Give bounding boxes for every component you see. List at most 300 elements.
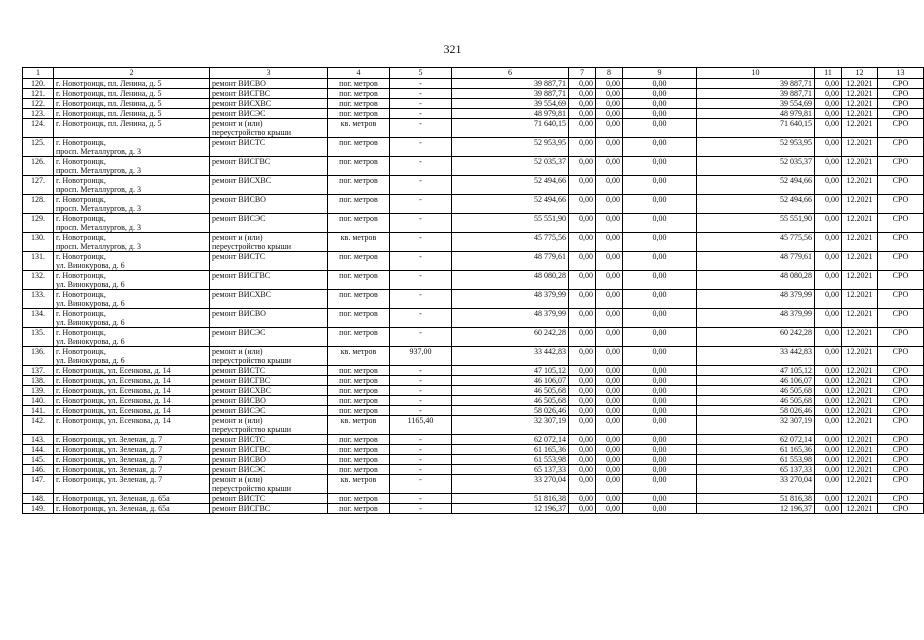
cost-col8-cell: 0,00 xyxy=(596,176,623,195)
cost-col11-cell: 0,00 xyxy=(815,475,842,494)
method-cell: СРО xyxy=(878,195,924,214)
table-row xyxy=(23,347,924,366)
cost-col9-cell: 0,00 xyxy=(623,376,697,386)
cost-col10-cell: 48 979,81 xyxy=(697,109,815,119)
cost-col8-cell: 0,00 xyxy=(596,347,623,366)
cost-col10-cell: 65 137,33 xyxy=(697,465,815,475)
work-type-cell xyxy=(210,119,328,138)
work-type-cell-line: ремонт ВИСГВС xyxy=(212,157,271,166)
row-number: 124. xyxy=(23,119,54,138)
cost-col8-cell: 0,00 xyxy=(596,494,623,504)
row-number: 145. xyxy=(23,455,54,465)
method-cell: СРО xyxy=(878,406,924,416)
deadline-cell: 12.2021 xyxy=(842,290,878,309)
cost-col11-cell: 0,00 xyxy=(815,309,842,328)
quantity-cell: - xyxy=(390,99,452,109)
cost-col11-cell: 0,00 xyxy=(815,176,842,195)
work-type-cell xyxy=(210,309,328,328)
deadline-cell: 12.2021 xyxy=(842,233,878,252)
quantity-cell: - xyxy=(390,271,452,290)
cost-col10-cell: 55 551,90 xyxy=(697,214,815,233)
cost-col7-cell: 0,00 xyxy=(569,233,596,252)
cost-col11-cell: 0,00 xyxy=(815,233,842,252)
quantity-cell: - xyxy=(390,328,452,347)
deadline-cell: 12.2021 xyxy=(842,504,878,514)
total-cost-cell: 61 553,98 xyxy=(452,455,569,465)
cost-col9-cell: 0,00 xyxy=(623,416,697,435)
address-cell-line: г. Новотроицк, xyxy=(56,347,106,356)
method-cell: СРО xyxy=(878,89,924,99)
method-cell: СРО xyxy=(878,119,924,138)
total-cost-cell: 51 816,38 xyxy=(452,494,569,504)
cost-col7-cell: 0,00 xyxy=(569,176,596,195)
address-cell-line: г. Новотроицк, ул. Есенкова, д. 14 xyxy=(56,406,171,415)
deadline-cell: 12.2021 xyxy=(842,79,878,89)
cost-col10-cell: 39 554,69 xyxy=(697,99,815,109)
row-number: 131. xyxy=(23,252,54,271)
deadline-cell: 12.2021 xyxy=(842,416,878,435)
table-row xyxy=(23,416,924,435)
cost-col9-cell: 0,00 xyxy=(623,386,697,396)
address-cell-line: г. Новотроицк, xyxy=(56,252,106,261)
unit-cell: кв. метров xyxy=(328,347,390,366)
work-type-cell xyxy=(210,271,328,290)
table-row xyxy=(23,366,924,376)
deadline-cell: 12.2021 xyxy=(842,396,878,406)
cost-col7-cell: 0,00 xyxy=(569,347,596,366)
cost-col11-cell: 0,00 xyxy=(815,494,842,504)
cost-col11-cell: 0,00 xyxy=(815,455,842,465)
address-cell-line: г. Новотроицк, xyxy=(56,176,106,185)
row-number: 138. xyxy=(23,376,54,386)
method-cell: СРО xyxy=(878,455,924,465)
cost-col7-cell: 0,00 xyxy=(569,435,596,445)
address-cell-line: ул. Винокурова, д. 6 xyxy=(56,280,125,289)
row-number: 127. xyxy=(23,176,54,195)
deadline-cell: 12.2021 xyxy=(842,347,878,366)
deadline-cell: 12.2021 xyxy=(842,138,878,157)
table-header-row xyxy=(23,68,924,79)
row-number: 136. xyxy=(23,347,54,366)
cost-col8-cell: 0,00 xyxy=(596,416,623,435)
cost-col8-cell: 0,00 xyxy=(596,157,623,176)
table-row xyxy=(23,271,924,290)
cost-col7-cell: 0,00 xyxy=(569,455,596,465)
column-header-8: 8 xyxy=(596,68,623,79)
method-cell: СРО xyxy=(878,445,924,455)
work-type-cell xyxy=(210,99,328,109)
cost-col9-cell: 0,00 xyxy=(623,366,697,376)
table-row xyxy=(23,445,924,455)
work-type-cell-line: переустройство крыши xyxy=(212,484,292,493)
cost-col8-cell: 0,00 xyxy=(596,79,623,89)
column-header-13: 13 xyxy=(878,68,924,79)
cost-col9-cell: 0,00 xyxy=(623,435,697,445)
quantity-cell: - xyxy=(390,176,452,195)
cost-col10-cell: 47 105,12 xyxy=(697,366,815,376)
cost-col7-cell: 0,00 xyxy=(569,416,596,435)
address-cell-line: г. Новотроицк, ул. Есенкова, д. 14 xyxy=(56,396,171,405)
work-type-cell-line: ремонт и (или) xyxy=(212,119,263,128)
cost-col8-cell: 0,00 xyxy=(596,445,623,455)
cost-col9-cell: 0,00 xyxy=(623,328,697,347)
row-number: 146. xyxy=(23,465,54,475)
cost-col7-cell: 0,00 xyxy=(569,252,596,271)
row-number: 120. xyxy=(23,79,54,89)
cost-col9-cell: 0,00 xyxy=(623,138,697,157)
method-cell: СРО xyxy=(878,138,924,157)
address-cell-line: ул. Винокурова, д. 6 xyxy=(56,261,125,270)
cost-col9-cell: 0,00 xyxy=(623,214,697,233)
unit-cell: пог. метров xyxy=(328,455,390,465)
quantity-cell: - xyxy=(390,445,452,455)
method-cell: СРО xyxy=(878,396,924,406)
table-row xyxy=(23,157,924,176)
work-type-cell-line: ремонт ВИСЭС xyxy=(212,328,266,337)
table-row xyxy=(23,309,924,328)
unit-cell: пог. метров xyxy=(328,109,390,119)
cost-col9-cell: 0,00 xyxy=(623,252,697,271)
method-cell: СРО xyxy=(878,233,924,252)
unit-cell: пог. метров xyxy=(328,271,390,290)
row-number: 143. xyxy=(23,435,54,445)
address-cell xyxy=(54,386,210,396)
cost-col10-cell: 62 072,14 xyxy=(697,435,815,445)
address-cell-line: г. Новотроицк, ул. Есенкова, д. 14 xyxy=(56,386,171,395)
table-row xyxy=(23,406,924,416)
deadline-cell: 12.2021 xyxy=(842,157,878,176)
total-cost-cell: 39 554,69 xyxy=(452,99,569,109)
quantity-cell: - xyxy=(390,290,452,309)
unit-cell: кв. метров xyxy=(328,119,390,138)
row-number: 147. xyxy=(23,475,54,494)
address-cell-line: ул. Винокурова, д. 6 xyxy=(56,299,125,308)
address-cell xyxy=(54,109,210,119)
method-cell: СРО xyxy=(878,79,924,89)
deadline-cell: 12.2021 xyxy=(842,406,878,416)
total-cost-cell: 71 640,15 xyxy=(452,119,569,138)
cost-col10-cell: 60 242,28 xyxy=(697,328,815,347)
total-cost-cell: 12 196,37 xyxy=(452,504,569,514)
quantity-cell: - xyxy=(390,309,452,328)
deadline-cell: 12.2021 xyxy=(842,475,878,494)
method-cell: СРО xyxy=(878,465,924,475)
address-cell-line: г. Новотроицк, xyxy=(56,195,106,204)
address-cell-line: просп. Металлургов, д. 3 xyxy=(56,223,141,232)
address-cell xyxy=(54,396,210,406)
table-row xyxy=(23,396,924,406)
cost-col11-cell: 0,00 xyxy=(815,376,842,386)
table-row xyxy=(23,475,924,494)
cost-col10-cell: 46 106,07 xyxy=(697,376,815,386)
address-cell xyxy=(54,157,210,176)
work-type-cell-line: ремонт и (или) xyxy=(212,233,263,242)
total-cost-cell: 32 307,19 xyxy=(452,416,569,435)
table-row xyxy=(23,290,924,309)
address-cell-line: г. Новотроицк, пл. Ленина, д. 5 xyxy=(56,99,162,108)
unit-cell: пог. метров xyxy=(328,435,390,445)
cost-col8-cell: 0,00 xyxy=(596,396,623,406)
address-cell-line: г. Новотроицк, ул. Зеленая, д. 7 xyxy=(56,455,163,464)
address-cell xyxy=(54,376,210,386)
address-cell-line: ул. Винокурова, д. 6 xyxy=(56,337,125,346)
cost-col7-cell: 0,00 xyxy=(569,99,596,109)
unit-cell: пог. метров xyxy=(328,252,390,271)
cost-col11-cell: 0,00 xyxy=(815,157,842,176)
work-type-cell-line: ремонт ВИСГВС xyxy=(212,445,271,454)
cost-col9-cell: 0,00 xyxy=(623,233,697,252)
cost-col11-cell: 0,00 xyxy=(815,79,842,89)
address-cell xyxy=(54,252,210,271)
quantity-cell: - xyxy=(390,233,452,252)
column-header-1: 1 xyxy=(23,68,54,79)
address-cell-line: просп. Металлургов, д. 3 xyxy=(56,166,141,175)
quantity-cell: - xyxy=(390,475,452,494)
address-cell-line: ул. Винокурова, д. 6 xyxy=(56,356,125,365)
cost-col11-cell: 0,00 xyxy=(815,271,842,290)
deadline-cell: 12.2021 xyxy=(842,386,878,396)
table-row xyxy=(23,89,924,99)
work-type-cell xyxy=(210,89,328,99)
quantity-cell: - xyxy=(390,138,452,157)
address-cell xyxy=(54,233,210,252)
quantity-cell: - xyxy=(390,396,452,406)
work-type-cell-line: ремонт и (или) xyxy=(212,347,263,356)
method-cell: СРО xyxy=(878,386,924,396)
cost-col7-cell: 0,00 xyxy=(569,328,596,347)
cost-col9-cell: 0,00 xyxy=(623,157,697,176)
work-type-cell-line: ремонт ВИСТС xyxy=(212,252,266,261)
cost-col10-cell: 39 887,71 xyxy=(697,89,815,99)
deadline-cell: 12.2021 xyxy=(842,455,878,465)
column-header-10: 10 xyxy=(697,68,815,79)
address-cell-line: г. Новотроицк, xyxy=(56,290,106,299)
column-header-6: 6 xyxy=(452,68,569,79)
cost-col7-cell: 0,00 xyxy=(569,89,596,99)
cost-col10-cell: 52 035,37 xyxy=(697,157,815,176)
unit-cell: пог. метров xyxy=(328,157,390,176)
row-number: 149. xyxy=(23,504,54,514)
quantity-cell: - xyxy=(390,214,452,233)
cost-col7-cell: 0,00 xyxy=(569,309,596,328)
work-type-cell xyxy=(210,252,328,271)
quantity-cell: - xyxy=(390,157,452,176)
work-type-cell xyxy=(210,396,328,406)
work-type-cell-line: ремонт ВИСЭС xyxy=(212,465,266,474)
unit-cell: кв. метров xyxy=(328,233,390,252)
address-cell-line: просп. Металлургов, д. 3 xyxy=(56,185,141,194)
cost-col11-cell: 0,00 xyxy=(815,347,842,366)
address-cell xyxy=(54,195,210,214)
cost-col10-cell: 12 196,37 xyxy=(697,504,815,514)
work-type-cell xyxy=(210,138,328,157)
deadline-cell: 12.2021 xyxy=(842,435,878,445)
quantity-cell: - xyxy=(390,386,452,396)
cost-col10-cell: 52 494,66 xyxy=(697,195,815,214)
quantity-cell: - xyxy=(390,406,452,416)
row-number: 126. xyxy=(23,157,54,176)
work-type-cell-line: ремонт ВИСТС xyxy=(212,366,266,375)
unit-cell: пог. метров xyxy=(328,176,390,195)
cost-col11-cell: 0,00 xyxy=(815,465,842,475)
work-type-cell xyxy=(210,455,328,465)
method-cell: СРО xyxy=(878,309,924,328)
quantity-cell: - xyxy=(390,89,452,99)
row-number: 142. xyxy=(23,416,54,435)
deadline-cell: 12.2021 xyxy=(842,465,878,475)
cost-col9-cell: 0,00 xyxy=(623,195,697,214)
row-number: 130. xyxy=(23,233,54,252)
unit-cell: пог. метров xyxy=(328,376,390,386)
unit-cell: пог. метров xyxy=(328,406,390,416)
cost-col7-cell: 0,00 xyxy=(569,157,596,176)
address-cell xyxy=(54,465,210,475)
table-row xyxy=(23,435,924,445)
row-number: 134. xyxy=(23,309,54,328)
total-cost-cell: 48 379,99 xyxy=(452,309,569,328)
unit-cell: пог. метров xyxy=(328,138,390,157)
cost-col7-cell: 0,00 xyxy=(569,195,596,214)
cost-col8-cell: 0,00 xyxy=(596,109,623,119)
row-number: 137. xyxy=(23,366,54,376)
unit-cell: пог. метров xyxy=(328,290,390,309)
cost-col9-cell: 0,00 xyxy=(623,494,697,504)
cost-col11-cell: 0,00 xyxy=(815,99,842,109)
cost-col7-cell: 0,00 xyxy=(569,376,596,386)
table-row xyxy=(23,494,924,504)
column-header-7: 7 xyxy=(569,68,596,79)
row-number: 125. xyxy=(23,138,54,157)
cost-col8-cell: 0,00 xyxy=(596,309,623,328)
cost-col10-cell: 52 494,66 xyxy=(697,176,815,195)
row-number: 144. xyxy=(23,445,54,455)
quantity-cell: - xyxy=(390,435,452,445)
total-cost-cell: 52 035,37 xyxy=(452,157,569,176)
address-cell-line: просп. Металлургов, д. 3 xyxy=(56,147,141,156)
address-cell xyxy=(54,176,210,195)
work-type-cell-line: ремонт ВИСХВС xyxy=(212,386,272,395)
cost-col11-cell: 0,00 xyxy=(815,195,842,214)
cost-col9-cell: 0,00 xyxy=(623,271,697,290)
address-cell xyxy=(54,504,210,514)
unit-cell: пог. метров xyxy=(328,465,390,475)
cost-col7-cell: 0,00 xyxy=(569,366,596,376)
address-cell-line: просп. Металлургов, д. 3 xyxy=(56,204,141,213)
cost-col9-cell: 0,00 xyxy=(623,504,697,514)
table-row xyxy=(23,214,924,233)
quantity-cell: - xyxy=(390,119,452,138)
work-type-cell-line: ремонт ВИСХВС xyxy=(212,176,272,185)
cost-col9-cell: 0,00 xyxy=(623,475,697,494)
work-type-cell-line: переустройство крыши xyxy=(212,242,292,251)
total-cost-cell: 65 137,33 xyxy=(452,465,569,475)
address-cell-line: г. Новотроицк, ул. Зеленая, д. 7 xyxy=(56,435,163,444)
work-type-cell xyxy=(210,406,328,416)
work-type-cell-line: ремонт ВИСВО xyxy=(212,396,266,405)
cost-col8-cell: 0,00 xyxy=(596,406,623,416)
cost-col8-cell: 0,00 xyxy=(596,504,623,514)
row-number: 135. xyxy=(23,328,54,347)
total-cost-cell: 46 505,68 xyxy=(452,386,569,396)
method-cell: СРО xyxy=(878,494,924,504)
cost-col7-cell: 0,00 xyxy=(569,465,596,475)
quantity-cell: - xyxy=(390,465,452,475)
cost-col7-cell: 0,00 xyxy=(569,406,596,416)
cost-col10-cell: 51 816,38 xyxy=(697,494,815,504)
cost-col11-cell: 0,00 xyxy=(815,504,842,514)
work-type-cell-line: переустройство крыши xyxy=(212,356,292,365)
unit-cell: пог. метров xyxy=(328,328,390,347)
cost-col11-cell: 0,00 xyxy=(815,89,842,99)
total-cost-cell: 45 775,56 xyxy=(452,233,569,252)
address-cell-line: г. Новотроицк, пл. Ленина, д. 5 xyxy=(56,109,162,118)
unit-cell: пог. метров xyxy=(328,99,390,109)
deadline-cell: 12.2021 xyxy=(842,89,878,99)
address-cell-line: г. Новотроицк, xyxy=(56,328,106,337)
work-type-cell xyxy=(210,214,328,233)
unit-cell: пог. метров xyxy=(328,366,390,376)
table-row xyxy=(23,176,924,195)
cost-col9-cell: 0,00 xyxy=(623,89,697,99)
cost-col7-cell: 0,00 xyxy=(569,138,596,157)
deadline-cell: 12.2021 xyxy=(842,309,878,328)
quantity-cell: - xyxy=(390,195,452,214)
address-cell-line: г. Новотроицк, ул. Зеленая, д. 7 xyxy=(56,465,163,474)
deadline-cell: 12.2021 xyxy=(842,328,878,347)
address-cell-line: г. Новотроицк, ул. Есенкова, д. 14 xyxy=(56,366,171,375)
work-type-cell xyxy=(210,347,328,366)
cost-col9-cell: 0,00 xyxy=(623,465,697,475)
cost-col9-cell: 0,00 xyxy=(623,176,697,195)
address-cell-line: г. Новотроицк, xyxy=(56,271,106,280)
cost-col7-cell: 0,00 xyxy=(569,386,596,396)
cost-col9-cell: 0,00 xyxy=(623,455,697,465)
works-table xyxy=(22,67,924,514)
total-cost-cell: 33 442,83 xyxy=(452,347,569,366)
method-cell: СРО xyxy=(878,214,924,233)
cost-col7-cell: 0,00 xyxy=(569,109,596,119)
work-type-cell xyxy=(210,195,328,214)
cost-col8-cell: 0,00 xyxy=(596,214,623,233)
cost-col11-cell: 0,00 xyxy=(815,328,842,347)
work-type-cell xyxy=(210,366,328,376)
method-cell: СРО xyxy=(878,176,924,195)
table-row xyxy=(23,465,924,475)
address-cell-line: г. Новотроицк, xyxy=(56,157,106,166)
cost-col9-cell: 0,00 xyxy=(623,347,697,366)
work-type-cell-line: ремонт ВИСЭС xyxy=(212,109,266,118)
work-type-cell xyxy=(210,475,328,494)
address-cell xyxy=(54,99,210,109)
cost-col9-cell: 0,00 xyxy=(623,406,697,416)
address-cell xyxy=(54,455,210,465)
quantity-cell: - xyxy=(390,366,452,376)
table-row xyxy=(23,109,924,119)
table-row xyxy=(23,455,924,465)
method-cell: СРО xyxy=(878,99,924,109)
unit-cell: пог. метров xyxy=(328,195,390,214)
cost-col10-cell: 33 270,04 xyxy=(697,475,815,494)
method-cell: СРО xyxy=(878,347,924,366)
cost-col10-cell: 48 779,61 xyxy=(697,252,815,271)
cost-col10-cell: 48 080,28 xyxy=(697,271,815,290)
total-cost-cell: 52 494,66 xyxy=(452,176,569,195)
cost-col7-cell: 0,00 xyxy=(569,214,596,233)
column-header-5: 5 xyxy=(390,68,452,79)
row-number: 141. xyxy=(23,406,54,416)
quantity-cell: 937,00 xyxy=(390,347,452,366)
work-type-cell xyxy=(210,504,328,514)
